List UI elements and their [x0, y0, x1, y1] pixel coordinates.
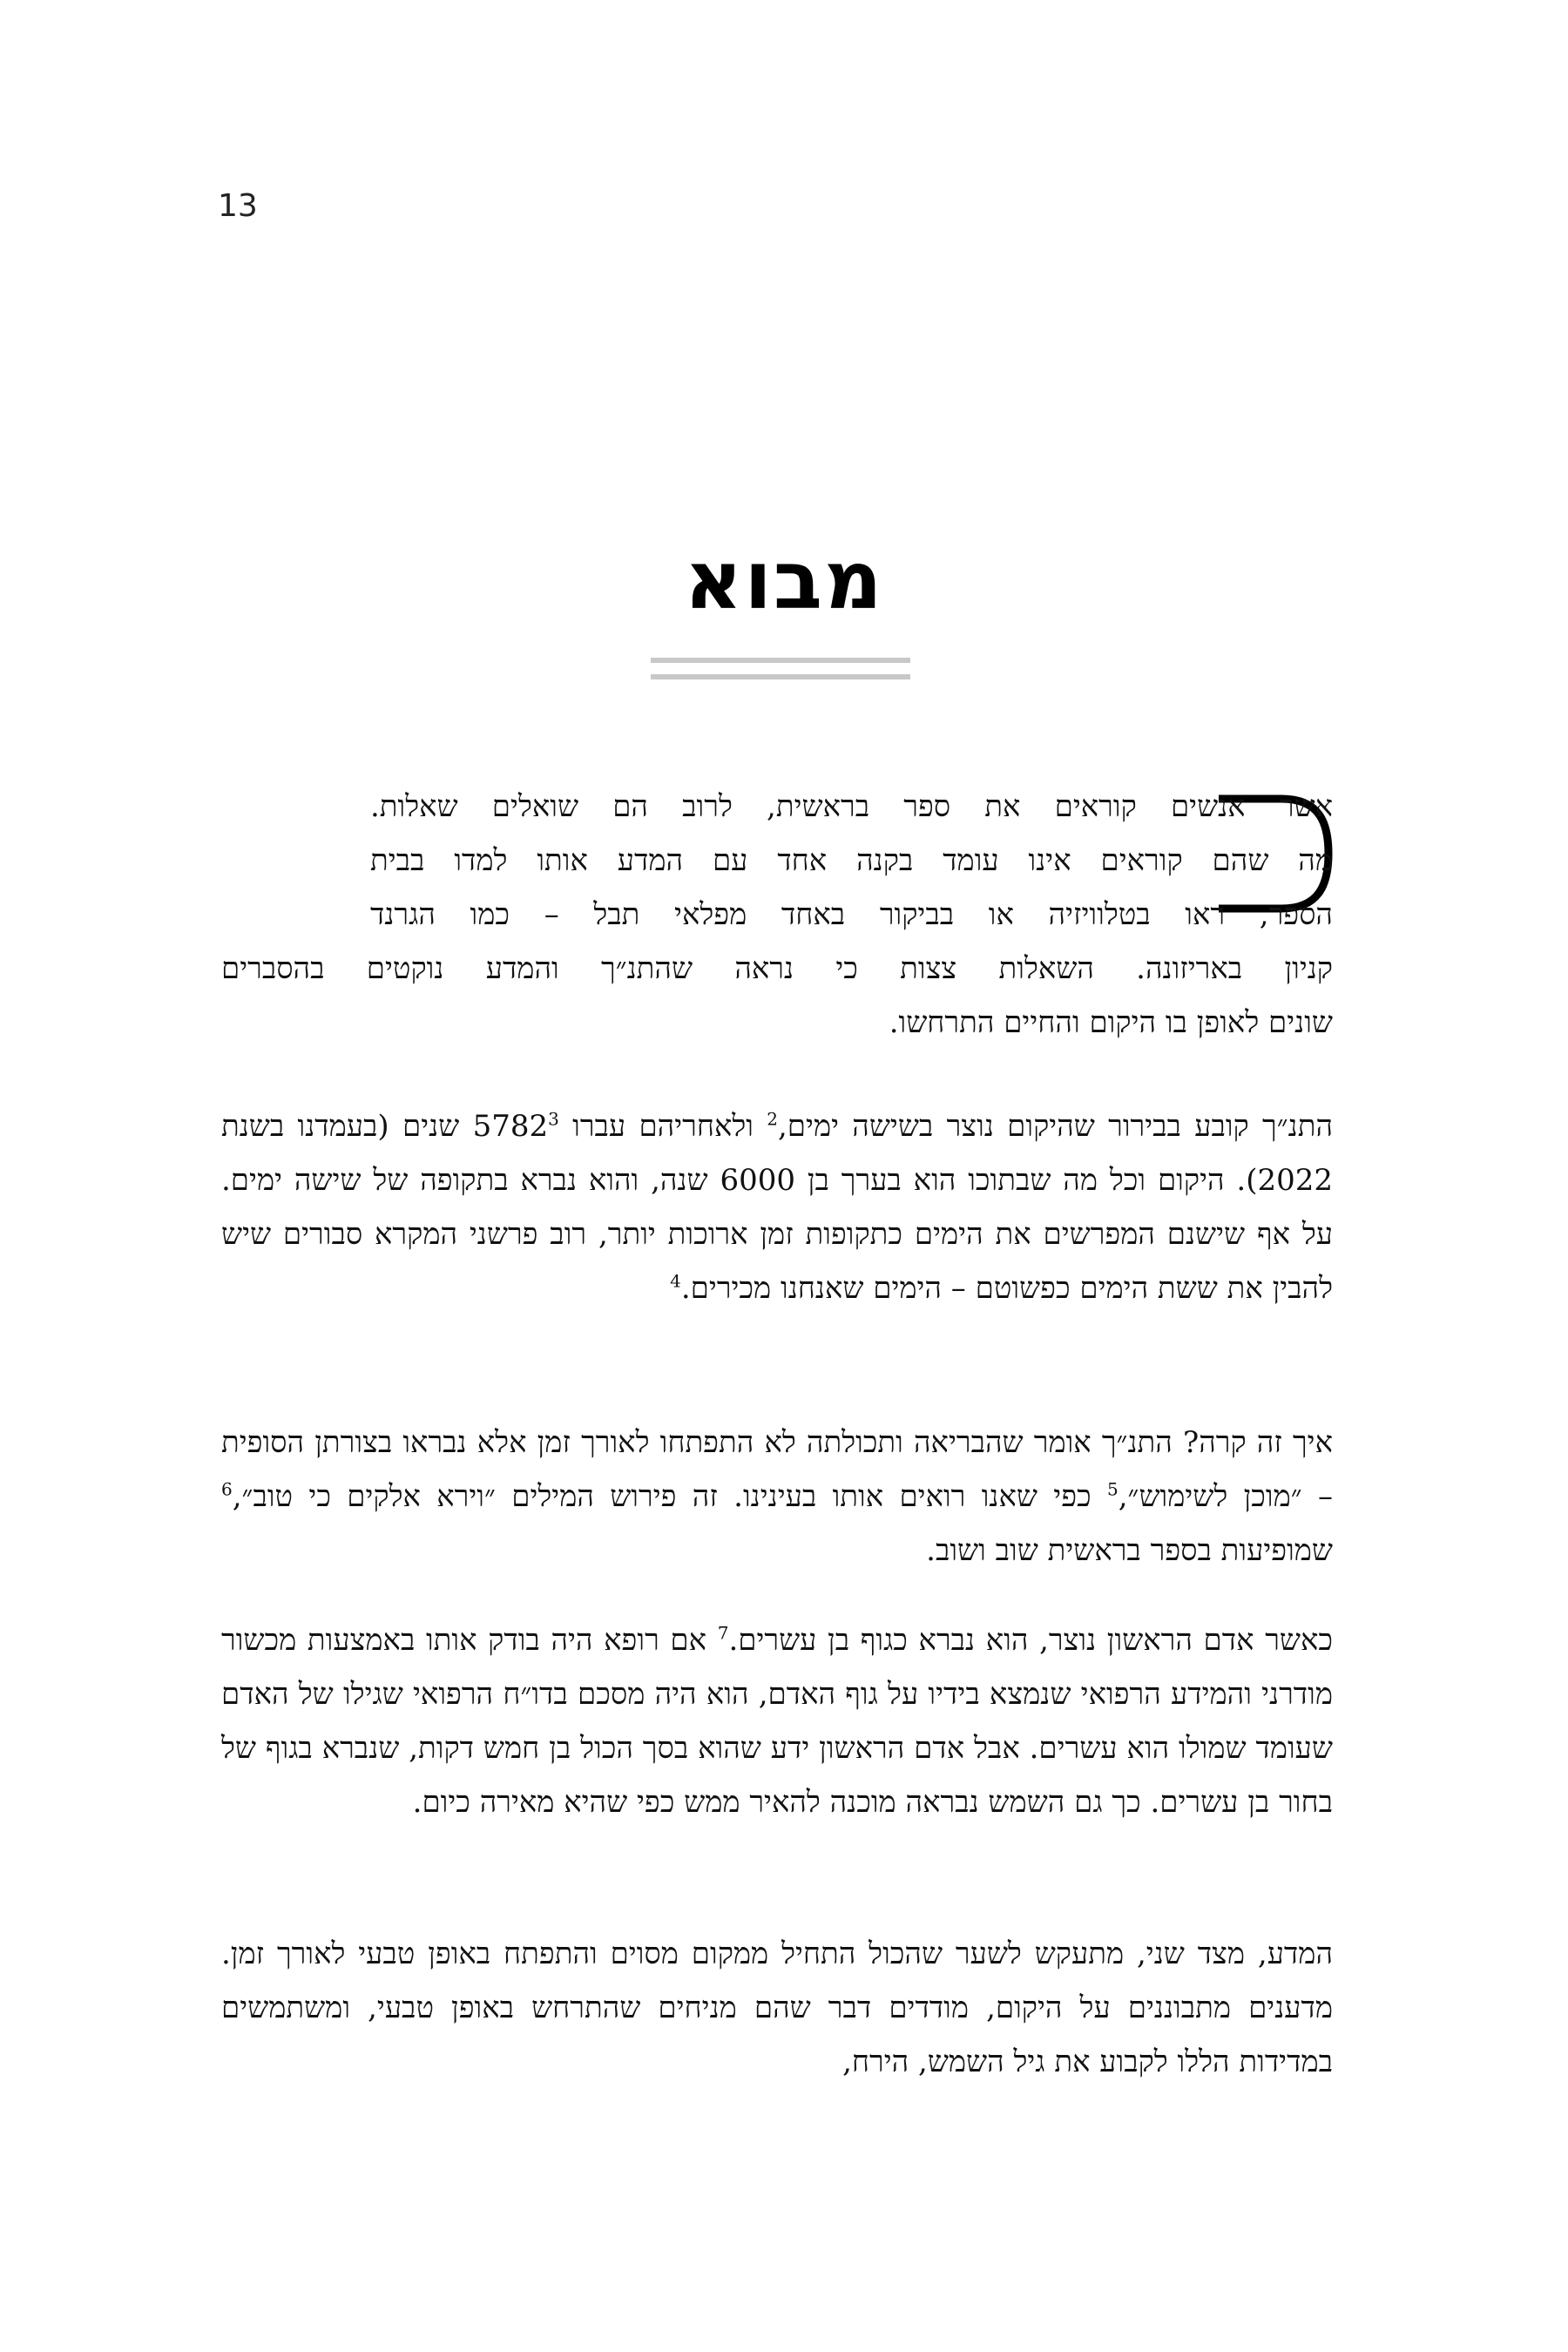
- paragraph-1-line-2: מה שהם קוראים אינו עומד בקנה אחד עם המדע אותו למדו בבית: [370, 843, 1333, 878]
- paragraph-1-line-1: אשר אנשים קוראים את ספר בראשית, לרוב הם שואלים שאלות.: [370, 789, 1333, 824]
- title-underline-bottom: [651, 674, 910, 679]
- paragraph-3-text-a: איך זה קרה? התנ״ך אומר שהבריאה ותכולתה לא התפתחו לאורך זמן אלא נבראו בצורתן הסופית – ״מוכן לשימוש״,: [221, 1425, 1334, 1514]
- paragraph-2-text-b: ולאחריהם עברו 5782: [472, 1109, 767, 1144]
- paragraph-3: [221, 1416, 1333, 1578]
- footnote-ref-2: 2: [767, 1108, 778, 1130]
- paragraph-4: [221, 1613, 1333, 1829]
- paragraph-3-text-b: כפי שאנו רואים אותו בעינינו. זה פירוש המילים ״וירא אלקים כי טוב״,: [232, 1479, 1107, 1514]
- paragraph-1-line-4: קניון באריזונה. השאלות צצות כי נראה שהתנ״ך והמדע נוקטים בהסברים: [221, 951, 1333, 986]
- paragraph-3-text-c: שמופיעות בספר בראשית שוב ושוב.: [926, 1533, 1333, 1568]
- paragraph-2-text-a: התנ״ך קובע בבירור שהיקום נוצר בשישה ימים,: [778, 1109, 1333, 1144]
- footnote-ref-5: 5: [1106, 1478, 1119, 1500]
- footnote-ref-7: 7: [717, 1622, 729, 1644]
- paragraph-4-text-b: אם רופא היה בודק אותו באמצעות מכשור מודרני והמידע הרפואי שנמצא בידיו על גוף האדם, הוא היה מסכם בדו״ח הרפואי שגילו של האדם שעומד שמולו הוא עשרים. אבל אדם הראשון ידע שהוא בסך הכול בן חמש דקות, שנברא בגוף של בחור בן עשרים. כך גם השמש נבראה מוכנה להאיר ממש כפי שהיא מאירה כיום.: [221, 1623, 1334, 1820]
- paragraph-1: [221, 780, 1333, 1050]
- paragraph-4-text-a: כאשר אדם הראשון נוצר, הוא נברא כגוף בן עשרים.: [728, 1623, 1333, 1658]
- paragraph-1-line-3: הספר, ראו בטלוויזיה או בביקור באחד מפלאי תבל – כמו הגרנד: [370, 897, 1333, 932]
- paragraph-2-text-c: שנים (בעמדנו בשנת 2022). היקום וכל מה שבתוכו הוא בערך בן 6000 שנה, והוא נברא בתקופה של שישה ימים. על אף שישנם המפרשים את הימים כתקופות זמן ארוכות יותר, רוב פרשני המקרא סבורים שיש להבין את ששת הימים כפשוטם – הימים שאנחנו מכירים.: [221, 1109, 1334, 1306]
- chapter-title: מבוא: [684, 534, 884, 627]
- footnote-ref-6: 6: [221, 1478, 233, 1500]
- footnote-ref-3: 3: [548, 1108, 559, 1130]
- title-underline-top: [651, 658, 910, 663]
- footnote-ref-4: 4: [670, 1270, 681, 1292]
- paragraph-2: [221, 1099, 1333, 1315]
- paragraph-5: המדע, מצד שני, מתעקש לשער שהכול התחיל ממקום מסוים והתפתח באופן טבעי לאורך זמן. מדענים מתבוננים על היקום, מודדים דבר שהם מניחים שהתרחש באופן טבעי, ומשתמשים במדידות הללו לקבוע את גיל השמש, הירח,: [221, 1936, 1333, 2079]
- paragraph-1-line-5: שונים לאופן בו היקום והחיים התרחשו.: [889, 1005, 1333, 1040]
- page-number: 13: [218, 188, 258, 224]
